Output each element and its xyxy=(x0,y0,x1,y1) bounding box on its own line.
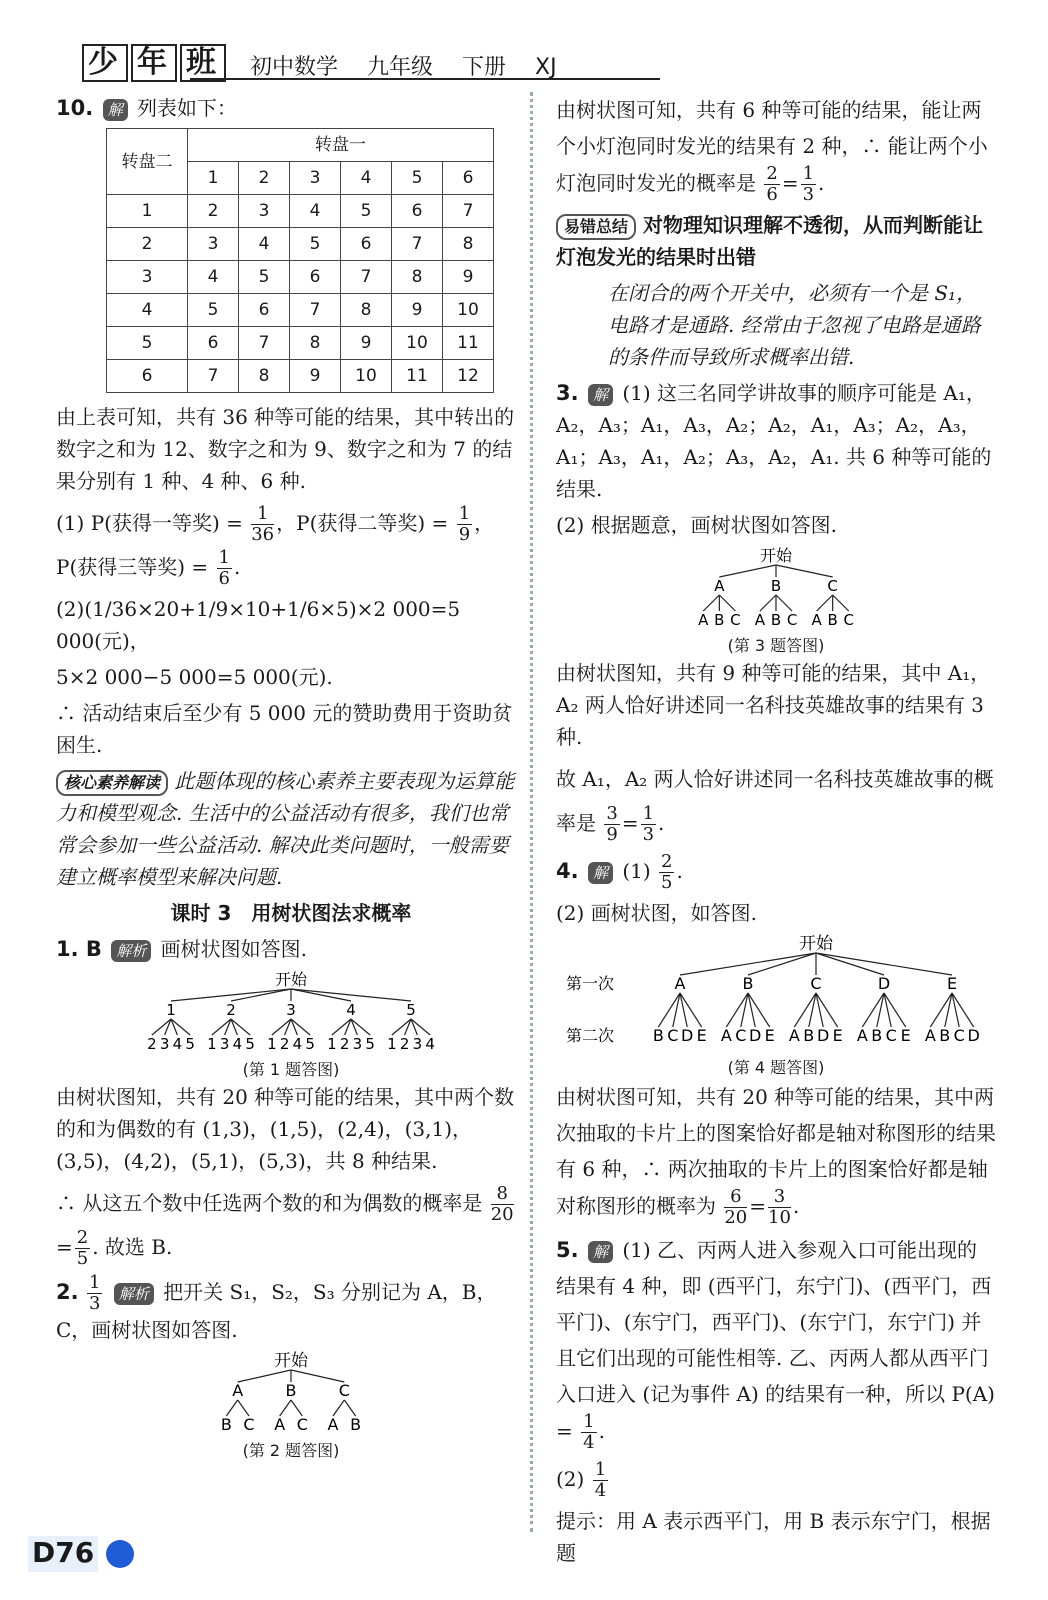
row-header: 6 xyxy=(107,360,188,393)
table-cell: 8 xyxy=(443,228,494,261)
table-cell: 6 xyxy=(392,195,443,228)
tree-branch xyxy=(833,595,849,611)
tree-node: 4 xyxy=(346,1001,356,1019)
table-cell: 7 xyxy=(290,294,341,327)
tree-branch xyxy=(776,565,833,577)
table-cell: 12 xyxy=(443,360,494,393)
table-cell: 4 xyxy=(239,228,290,261)
tree-leaf: C xyxy=(735,1026,747,1045)
core-literacy: 核心素养解读 此题体现的核心素养主要表现为运算能力和模型观念. 生活中的公益活动有很多，我们也常常会参加一些公益活动. 解决此类问题时，一般需要建立概率模型来解决问题. xyxy=(56,769,515,889)
q3-p1: 3. 解 (1) 这三名同学讲故事的顺序可能是 A₁，A₂，A₃；A₁，A₃，A₂；A₂，A₁，A₃；A₂，A₃，A₁；A₃，A₁，A₂；A₃，A₂，A₁. 共 6 种等可能的结果. xyxy=(556,381,992,501)
tree-branch xyxy=(231,989,291,1001)
q10-intro: 10. 解 列表如下： xyxy=(56,96,237,120)
tree-leaf: C xyxy=(730,611,741,629)
tree-leaf: D xyxy=(817,1026,830,1045)
table-cell: 5 xyxy=(290,228,341,261)
q10-p4: 5×2 000−5 000=5 000(元). xyxy=(56,665,333,689)
table-cell: 7 xyxy=(443,195,494,228)
tree-leaf: A xyxy=(856,1026,868,1045)
table-cell: 8 xyxy=(392,261,443,294)
tree-branch xyxy=(171,989,291,1001)
table-cell: 8 xyxy=(239,360,290,393)
tree-branch xyxy=(291,1370,344,1382)
tree-node: C xyxy=(338,1381,350,1400)
table-col-header: 6 xyxy=(443,162,494,195)
tree-node: C xyxy=(810,974,822,993)
q10-p3: (2)(1/36×20+1/9×10+1/6×5)×2 000=5 000(元)， xyxy=(56,597,461,653)
tree-leaf: 3 xyxy=(159,1035,170,1053)
error-summary-text: 在闭合的两个开关中，必须有一个是 S₁，电路才是通路. 经常由于忽视了电路是通路的条件而导致所求概率出错. xyxy=(608,281,981,369)
table-group-header: 转盘一 xyxy=(188,129,494,162)
jiexi-badge: 解析 xyxy=(111,940,151,962)
table-row xyxy=(107,327,494,360)
tree1-caption: (第 1 题答图) xyxy=(242,1060,340,1079)
tree-node: 2 xyxy=(226,1001,236,1019)
error-summary-title: 易错总结 对物理知识理解不透彻，从而判断能让灯泡发光的结果时出错 xyxy=(556,213,983,269)
tree-diagram-1 xyxy=(141,969,441,1055)
table-cell: 2 xyxy=(188,195,239,228)
tree-leaf: 3 xyxy=(352,1035,363,1053)
tree-leaf: B xyxy=(827,611,838,629)
table-col-header: 3 xyxy=(290,162,341,195)
tree-branch xyxy=(680,953,816,975)
table-cell: 3 xyxy=(239,195,290,228)
tree-leaf: 3 xyxy=(412,1035,423,1053)
tree-root: 开始 xyxy=(759,546,793,565)
tree-leaf: C xyxy=(953,1026,965,1045)
tree-leaf: B xyxy=(350,1415,362,1434)
q5-p2: (2) $\frac{1}{4}$ xyxy=(556,1459,607,1501)
tree-leaf: C xyxy=(667,1026,679,1045)
tree-leaf: 1 xyxy=(267,1035,277,1053)
tree-branch xyxy=(703,595,719,611)
right-column xyxy=(556,92,996,1573)
tree-branch xyxy=(719,595,735,611)
tree-leaf: B xyxy=(770,611,782,629)
tree-node: A xyxy=(674,974,686,993)
brand-logo: 少 年 班 xyxy=(82,44,229,82)
tree-leaf: E xyxy=(832,1026,843,1045)
table-cell: 5 xyxy=(341,195,392,228)
tree-leaf: D xyxy=(967,1026,980,1045)
table-cell: 5 xyxy=(188,294,239,327)
tree-leaf: A xyxy=(698,611,709,629)
tree-leaf: 2 xyxy=(339,1035,350,1053)
q3-p4: 故 A₁，A₂ 两人恰好讲述同一名科技英雄故事的概率是 $\frac{3}{9}$ = $\frac{1}{3}$ . xyxy=(556,767,994,845)
tree-branch xyxy=(776,595,792,611)
table-cell: 5 xyxy=(239,261,290,294)
tree-node: B xyxy=(770,577,782,595)
tree-node: A xyxy=(232,1381,244,1400)
tree-branch xyxy=(344,1400,355,1416)
page-header xyxy=(40,44,980,84)
q4-p3: 由树状图可知，共有 20 种等可能的结果，其中两次抽取的卡片上的图案恰好都是轴对称图形的结果有 6 种，∴ 两次抽取的卡片上的图案恰好都是轴对称图形的概率为 $\frac{6}{20}$ = $\frac{3}{10}$ . xyxy=(556,1085,996,1228)
table-cell: 4 xyxy=(290,195,341,228)
q3-p3: 由树状图知，共有 9 种等可能的结果，其中 A₁，A₂ 两人恰好讲述同一名科技英雄故事的结果有 3 种. xyxy=(556,661,991,749)
tree-branch xyxy=(333,1400,344,1416)
tree-leaf: B xyxy=(714,611,725,629)
table-col-header: 2 xyxy=(239,162,290,195)
tree-leaf: E xyxy=(764,1026,775,1045)
table-cell: 7 xyxy=(392,228,443,261)
column-divider xyxy=(530,92,533,1532)
tree-leaf: A xyxy=(274,1415,286,1434)
tree-branch xyxy=(748,953,816,975)
table-row xyxy=(107,228,494,261)
tree-node: D xyxy=(877,974,891,993)
tree-leaf: 1 xyxy=(327,1035,337,1053)
tree-leaf: B xyxy=(652,1026,664,1045)
table-cell: 9 xyxy=(341,327,392,360)
tree-leaf: 2 xyxy=(399,1035,410,1053)
table-cell: 6 xyxy=(188,327,239,360)
q10-p2: (1) P(获得一等奖) = $\frac{1}{36}$ ，P(获得二等奖) = $\frac{1}{9}$ ，P(获得三等奖) = $\frac{1}{6}$ . xyxy=(56,503,495,589)
tree-leaf: 4 xyxy=(292,1035,303,1053)
q4-p1: 4. 解 (1) $\frac{2}{5}$ . xyxy=(556,851,683,893)
table-cell: 3 xyxy=(188,228,239,261)
tree-leaf: C xyxy=(296,1415,308,1434)
tree-leaf: E xyxy=(900,1026,911,1045)
page-number: D76 xyxy=(32,1536,95,1569)
tree-leaf: 4 xyxy=(425,1035,435,1053)
tree3-caption: (第 3 题答图) xyxy=(727,636,825,655)
tree-leaf: A xyxy=(720,1026,732,1045)
table-cell: 10 xyxy=(392,327,443,360)
table-cell: 6 xyxy=(239,294,290,327)
tree-leaf: 2 xyxy=(147,1035,157,1053)
header-info xyxy=(250,50,579,81)
q1-p1: 由树状图知，共有 20 种等可能的结果，其中两个数的和为偶数的有 (1,3)，(1,5)，(2,4)，(3,1)，(3,5)，(4,2)，(5,1)，(5,3)，共 8 种结果. xyxy=(56,1085,515,1173)
jie-badge: 解 xyxy=(103,99,128,121)
table-cell: 6 xyxy=(290,261,341,294)
tree-leaf: E xyxy=(696,1026,707,1045)
tree-leaf: D xyxy=(749,1026,762,1045)
tree-branch xyxy=(280,1400,291,1416)
edition: XJ xyxy=(535,55,557,80)
tree-leaf: B xyxy=(803,1026,815,1045)
tree-leaf: A xyxy=(327,1415,339,1434)
tree-branch xyxy=(238,1400,249,1416)
table-cell: 6 xyxy=(341,228,392,261)
tree-leaf: 5 xyxy=(245,1035,255,1053)
q2-intro: 2. $\frac{1}{3}$ 解析 把开关 S₁，S₂，S₃ 分别记为 A，B，C，画树状图如答图. xyxy=(56,1272,497,1342)
table-cell: 9 xyxy=(443,261,494,294)
tree-leaf: 1 xyxy=(387,1035,397,1053)
tree-node: B xyxy=(742,974,754,993)
table-col-header: 5 xyxy=(392,162,443,195)
table-col-header: 4 xyxy=(341,162,392,195)
sum-table xyxy=(106,128,494,393)
subject: 初中数学 xyxy=(250,55,339,80)
tree-diagram-4 xyxy=(566,933,986,1053)
tree-leaf: A xyxy=(924,1026,936,1045)
tree-leaf: 5 xyxy=(305,1035,315,1053)
tree-leaf: C xyxy=(786,611,798,629)
tree-node: 5 xyxy=(406,1001,416,1019)
table-row xyxy=(107,261,494,294)
tree-root: 开始 xyxy=(274,970,308,989)
page-footer xyxy=(28,1536,208,1572)
tree-leaf: A xyxy=(788,1026,800,1045)
table-cell: 7 xyxy=(239,327,290,360)
table-col-header: 1 xyxy=(188,162,239,195)
q5-p3: 提示：用 A 表示西平门，用 B 表示东宁门，根据题 xyxy=(556,1509,991,1565)
page-dot-icon xyxy=(106,1540,134,1568)
tree-node: A xyxy=(714,577,725,595)
table-corner: 转盘二 xyxy=(107,129,188,195)
q5-p1: 5. 解 (1) 乙、丙两人进入参观入口可能出现的结果有 4 种，即 (西平门，东宁门)、(西平门，西平门)、(东宁门，西平门)、(东宁门，东宁门) 并且它们出现的可能性相等. 乙、丙两人都从西平门入口进入 (记为事件 A) 的结果有一种，所以 P(A) = $\frac{1}{4}$ . xyxy=(556,1238,995,1453)
tree-node: B xyxy=(285,1381,297,1400)
r1: 由树状图可知，共有 6 种等可能的结果，能让两个小灯泡同时发光的结果有 2 种，∴ 能让两个小灯泡同时发光的概率是 $\frac{2}{6}$ = $\frac{1}{3}$ . xyxy=(556,98,988,205)
tree-branch xyxy=(226,1400,237,1416)
table-cell: 4 xyxy=(188,261,239,294)
tree-branch xyxy=(817,595,833,611)
volume: 下册 xyxy=(462,55,507,80)
tree-diagram-2 xyxy=(211,1350,371,1436)
tree-leaf: D xyxy=(681,1026,694,1045)
tree-leaf: 5 xyxy=(365,1035,375,1053)
row-header: 1 xyxy=(107,195,188,228)
table-row xyxy=(107,195,494,228)
tree-row-label: 第二次 xyxy=(566,1026,615,1045)
tree-diagram-3 xyxy=(691,545,861,631)
grade: 九年级 xyxy=(367,55,434,80)
table-cell: 9 xyxy=(392,294,443,327)
table-row xyxy=(107,360,494,393)
row-header: 4 xyxy=(107,294,188,327)
tree-leaf: B xyxy=(939,1026,951,1045)
tree4-caption: (第 4 题答图) xyxy=(727,1058,825,1077)
tree-branch xyxy=(816,953,884,975)
table-cell: 8 xyxy=(341,294,392,327)
tree-node: 3 xyxy=(286,1001,296,1019)
tree-node: E xyxy=(946,974,958,993)
tree-leaf: 3 xyxy=(219,1035,230,1053)
row-header: 2 xyxy=(107,228,188,261)
q3-p2: (2) 根据题意，画树状图如答图. xyxy=(556,513,838,537)
tree-branch xyxy=(816,953,952,975)
tree-leaf: 5 xyxy=(185,1035,195,1053)
table-cell: 8 xyxy=(290,327,341,360)
left-column xyxy=(56,92,526,1462)
tree-leaf: B xyxy=(871,1026,883,1045)
tree-branch xyxy=(719,565,776,577)
tree-leaf: B xyxy=(220,1415,232,1434)
table-cell: 7 xyxy=(341,261,392,294)
tree-branch xyxy=(291,1400,302,1416)
tree-root: 开始 xyxy=(274,1351,308,1371)
tree-leaf: A xyxy=(754,611,766,629)
tree-node: 1 xyxy=(166,1001,176,1019)
q4-p2: (2) 画树状图，如答图. xyxy=(556,901,758,925)
tree-leaf: A xyxy=(811,611,822,629)
tree-leaf: C xyxy=(243,1415,255,1434)
header-rule xyxy=(190,78,660,80)
tree-leaf: 4 xyxy=(172,1035,183,1053)
lesson-title: 课时 3 用树状图法求概率 xyxy=(170,901,412,925)
q1-p2: ∴ 从这五个数中任选两个数的和为偶数的概率是 $\frac{8}{20}$ = $\frac{2}{5}$ . 故选 B. xyxy=(56,1183,514,1269)
tree-node: C xyxy=(827,577,838,595)
row-header: 3 xyxy=(107,261,188,294)
tree-branch xyxy=(291,989,411,1001)
q10-p5: ∴ 活动结束后至少有 5 000 元的赞助费用于资助贫困生. xyxy=(56,701,513,757)
table-cell: 7 xyxy=(188,360,239,393)
table-cell: 11 xyxy=(443,327,494,360)
tree-branch xyxy=(238,1370,291,1382)
table-cell: 11 xyxy=(392,360,443,393)
tree-leaf: 1 xyxy=(207,1035,217,1053)
tree-leaf: C xyxy=(843,611,854,629)
tree-branch xyxy=(291,989,351,1001)
tree-row-label: 第一次 xyxy=(566,974,615,993)
core-tag: 核心素养解读 xyxy=(56,770,168,796)
q1-intro: 1. B 解析 画树状图如答图. xyxy=(56,937,308,961)
tree-leaf: 2 xyxy=(279,1035,290,1053)
tree-root: 开始 xyxy=(799,934,833,954)
tree2-caption: (第 2 题答图) xyxy=(242,1441,340,1460)
table-cell: 10 xyxy=(341,360,392,393)
q10-p1: 由上表可知，共有 36 种等可能的结果，其中转出的数字之和为 12、数字之和为 9、数字之和为 7 的结果分别有 1 种、4 种、6 种. xyxy=(56,405,515,493)
tree-leaf: 4 xyxy=(232,1035,243,1053)
table-row xyxy=(107,294,494,327)
tree-branch xyxy=(760,595,776,611)
tree-leaf: C xyxy=(885,1026,897,1045)
table-cell: 9 xyxy=(290,360,341,393)
error-tag: 易错总结 xyxy=(556,214,636,240)
row-header: 5 xyxy=(107,327,188,360)
table-cell: 10 xyxy=(443,294,494,327)
